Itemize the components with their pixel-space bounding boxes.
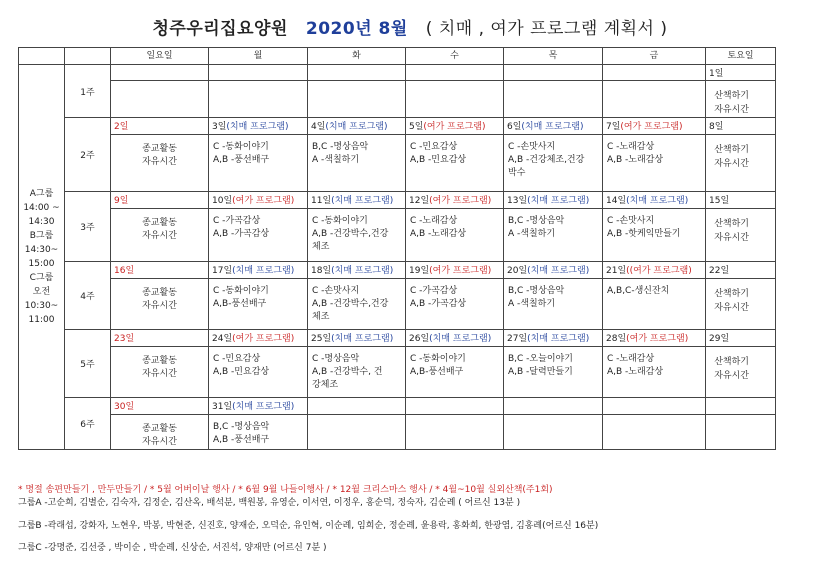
- date-number: 31일: [212, 402, 233, 412]
- activity-line: A,B -민요감상: [410, 155, 467, 165]
- group-c-list: 그룹C -강명준, 김선중 , 박이순 , 박순례, 신상순, 서진석, 양재만 (어르신 7분 ): [18, 543, 327, 553]
- date-label: [406, 192, 503, 207]
- activity-cell: [603, 415, 706, 450]
- activity-line: 자유시간: [714, 371, 749, 381]
- week-date-row: [19, 118, 776, 135]
- activity-cell: [308, 81, 406, 118]
- date-number: 26일: [409, 334, 430, 344]
- activity-line: A,B -건강박수,건강: [312, 229, 389, 239]
- activity-cell: [111, 279, 209, 330]
- date-cell: [406, 65, 504, 81]
- date-number: 13일: [507, 196, 528, 206]
- date-label: [406, 65, 503, 67]
- date-label: 2일: [114, 122, 129, 132]
- activity-line: 체조: [312, 242, 330, 252]
- activity-line: C -노래감상: [607, 354, 655, 364]
- activity-cell: [308, 135, 406, 192]
- date-label: [406, 330, 503, 345]
- activity-line: C -손맛사지: [312, 286, 360, 296]
- date-label: 16일: [114, 266, 135, 276]
- date-number: 24일: [212, 334, 233, 344]
- date-number: 5일: [409, 122, 424, 132]
- activity-cell: [308, 347, 406, 398]
- date-number: 4일: [311, 122, 326, 132]
- activity-cell: [603, 135, 706, 192]
- activity-cell: [603, 209, 706, 262]
- activity-line: B,C -명상음악: [508, 216, 565, 226]
- date-cell: [308, 118, 406, 135]
- week-date-row: [19, 192, 776, 209]
- activity-line: A -색칠하기: [508, 229, 556, 239]
- date-label: [209, 398, 307, 413]
- activity-line: 산책하기: [714, 219, 749, 229]
- activity-cell: [308, 209, 406, 262]
- program-type: (여가 프로그램): [429, 196, 492, 206]
- group-time-line: A그룹: [29, 189, 54, 199]
- activity-cell: [209, 347, 308, 398]
- date-label: [406, 262, 503, 277]
- activity-line: A,B -핫케익만들기: [607, 229, 681, 239]
- date-cell: [504, 192, 603, 209]
- date-cell: [308, 330, 406, 347]
- date-number: 25일: [311, 334, 332, 344]
- activity-cell: [111, 347, 209, 398]
- date-label: 8일: [709, 122, 724, 132]
- program-type: (치매 프로그램): [626, 196, 689, 206]
- activity-line: A,B -민요감상: [213, 367, 270, 377]
- date-cell: [706, 330, 776, 347]
- date-cell: [406, 118, 504, 135]
- activity-cell: [706, 279, 776, 330]
- activity-cell: [603, 347, 706, 398]
- date-label: [209, 330, 307, 345]
- date-cell: [603, 65, 706, 81]
- date-cell: [308, 398, 406, 415]
- date-cell: [308, 192, 406, 209]
- date-label: [504, 65, 602, 67]
- activity-line: B,C -명상음악: [312, 142, 369, 152]
- activity-cell: [406, 415, 504, 450]
- activity-cell: [504, 135, 603, 192]
- date-label: 30일: [114, 402, 135, 412]
- date-cell: [504, 330, 603, 347]
- program-type: (치매 프로그램): [232, 266, 295, 276]
- activity-line: C -동화이야기: [213, 142, 269, 152]
- date-label: [603, 262, 705, 277]
- schedule-table: [18, 47, 776, 450]
- day-header: 토요일: [706, 48, 776, 65]
- day-header: 수: [406, 48, 504, 65]
- date-label: [308, 192, 405, 207]
- group-time-line: 14:30~: [24, 245, 59, 255]
- date-label: [603, 192, 705, 207]
- date-cell: [209, 192, 308, 209]
- events-note: * 명절 송편만들기 , 만두만들기 / * 5월 어버이날 행사 / * 6월 9월 나들이행사 / * 12월 크리스마스 행사 / * 4월~10월 실외산책(주1회): [18, 485, 553, 495]
- program-type: (여가 프로그램): [232, 196, 295, 206]
- activity-cell: [706, 209, 776, 262]
- activity-line: C -가곡감상: [410, 286, 458, 296]
- week-activity-row: [19, 81, 776, 118]
- date-cell: [406, 262, 504, 279]
- activity-line: C -노래감상: [607, 142, 655, 152]
- date-cell: [209, 118, 308, 135]
- date-label: [603, 330, 705, 345]
- activity-line: A,B -노래감상: [410, 229, 467, 239]
- activity-cell: [308, 415, 406, 450]
- group-time-line: 14:00 ~: [23, 203, 60, 213]
- date-cell: [209, 262, 308, 279]
- group-time-line: 15:00: [28, 259, 55, 269]
- activity-cell: [504, 347, 603, 398]
- activity-line: C -민요감상: [213, 354, 261, 364]
- week-label: 4주: [65, 262, 111, 330]
- date-label: [308, 330, 405, 345]
- program-type: (여가 프로그램): [620, 122, 683, 132]
- activity-cell: [706, 347, 776, 398]
- activity-line: 강체조: [312, 380, 339, 390]
- program-type: (치매 프로그램): [331, 196, 394, 206]
- corner-cell: [65, 48, 111, 65]
- date-number: 3일: [212, 122, 227, 132]
- activity-cell: [209, 279, 308, 330]
- notes-section: [18, 484, 808, 555]
- week-activity-row: [19, 279, 776, 330]
- day-header: 화: [308, 48, 406, 65]
- plan-month: 2020년 8월: [305, 19, 408, 39]
- activity-line: A,B -건강박수,건강: [312, 299, 389, 309]
- activity-line: A,B -노래감상: [607, 155, 664, 165]
- date-number: 21일: [606, 266, 627, 276]
- date-label: [603, 398, 705, 400]
- program-type: (치매 프로그램): [232, 402, 295, 412]
- activity-line: 산책하기: [714, 91, 749, 101]
- activity-cell: [504, 415, 603, 450]
- page-title: [0, 14, 820, 39]
- activity-cell: [111, 209, 209, 262]
- date-label: 1일: [709, 69, 724, 79]
- date-cell: [603, 330, 706, 347]
- date-cell: [706, 192, 776, 209]
- activity-line: C -동화이야기: [312, 216, 368, 226]
- group-time-line: 오전: [32, 287, 51, 297]
- program-type: (여가 프로그램): [429, 266, 492, 276]
- date-label: [504, 330, 602, 345]
- day-header: 금: [603, 48, 706, 65]
- program-type: (여가 프로그램): [232, 334, 295, 344]
- activity-cell: [406, 279, 504, 330]
- activity-cell: [603, 81, 706, 118]
- activity-cell: [308, 279, 406, 330]
- date-label: [603, 65, 705, 67]
- date-label: [504, 118, 602, 133]
- activity-line: 자유시간: [142, 231, 177, 241]
- activity-line: 종교활동: [142, 356, 177, 366]
- week-activity-row: [19, 415, 776, 450]
- activity-cell: [706, 135, 776, 192]
- date-label: [308, 65, 405, 67]
- program-type: (치매 프로그램): [527, 334, 590, 344]
- date-cell: [706, 118, 776, 135]
- date-cell: [603, 192, 706, 209]
- date-cell: [603, 262, 706, 279]
- date-cell: [111, 65, 209, 81]
- activity-line: A,B -풍선배구: [213, 155, 270, 165]
- date-label: [209, 262, 307, 277]
- activity-line: 자유시간: [142, 369, 177, 379]
- date-cell: [406, 330, 504, 347]
- corner-cell: [19, 48, 65, 65]
- activity-cell: [706, 81, 776, 118]
- date-cell: [504, 65, 603, 81]
- week-label: 5주: [65, 330, 111, 398]
- activity-line: 종교활동: [142, 288, 177, 298]
- date-number: 7일: [606, 122, 621, 132]
- date-label: 23일: [114, 334, 135, 344]
- week-date-row: [19, 65, 776, 81]
- date-number: 11일: [311, 196, 332, 206]
- date-number: 20일: [507, 266, 528, 276]
- date-cell: [111, 398, 209, 415]
- week-date-row: [19, 398, 776, 415]
- date-label: 22일: [709, 266, 730, 276]
- date-label: [504, 192, 602, 207]
- date-cell: [111, 192, 209, 209]
- program-type: (치매 프로그램): [527, 196, 590, 206]
- week-date-row: [19, 330, 776, 347]
- activity-line: 자유시간: [714, 159, 749, 169]
- date-number: 28일: [606, 334, 627, 344]
- program-type: (치매 프로그램): [331, 334, 394, 344]
- activity-cell: [406, 209, 504, 262]
- activity-cell: [406, 347, 504, 398]
- program-type: ((여가 프로그램): [626, 266, 692, 276]
- date-number: 10일: [212, 196, 233, 206]
- activity-line: C -동화이야기: [213, 286, 269, 296]
- date-label: [504, 398, 602, 400]
- date-label: [308, 262, 405, 277]
- date-cell: [603, 118, 706, 135]
- date-cell: [209, 398, 308, 415]
- activity-cell: [111, 135, 209, 192]
- activity-line: 자유시간: [142, 157, 177, 167]
- activity-line: 박수: [508, 168, 526, 178]
- header-row: [19, 48, 776, 65]
- week-activity-row: [19, 209, 776, 262]
- date-cell: [111, 118, 209, 135]
- plan-subtitle: ( 치매 , 여가 프로그램 계획서 ): [425, 19, 668, 39]
- week-label: 3주: [65, 192, 111, 262]
- group-time-line: 10:30~: [24, 301, 59, 311]
- date-cell: [209, 330, 308, 347]
- date-cell: [308, 262, 406, 279]
- activity-line: C -명상음악: [312, 354, 360, 364]
- date-label: [308, 398, 405, 400]
- activity-cell: [209, 81, 308, 118]
- group-a-list: 그룹A -고순희, 김별순, 김숙자, 김정순, 김산옥, 배석분, 백원봉, 유영순, 이서연, 이정우, 홍순덕, 정숙자, 김순례 ( 어르신 13분 ): [18, 498, 521, 508]
- activity-line: A,B -건강체조,건강: [508, 155, 585, 165]
- activity-line: 산책하기: [714, 145, 749, 155]
- week-label: 6주: [65, 398, 111, 450]
- day-header: 목: [504, 48, 603, 65]
- date-cell: [504, 118, 603, 135]
- date-cell: [111, 330, 209, 347]
- activity-line: 자유시간: [142, 301, 177, 311]
- day-header: 일요일: [111, 48, 209, 65]
- date-number: 18일: [311, 266, 332, 276]
- activity-line: A,B-풍선배구: [213, 299, 267, 309]
- date-label: [209, 118, 307, 133]
- activity-cell: [706, 415, 776, 450]
- program-type: (치매 프로그램): [429, 334, 492, 344]
- activity-cell: [603, 279, 706, 330]
- activity-line: A,B,C-생신잔치: [607, 286, 670, 296]
- activity-cell: [406, 81, 504, 118]
- activity-line: 자유시간: [714, 303, 749, 313]
- week-date-row: [19, 262, 776, 279]
- date-label: 9일: [114, 196, 129, 206]
- activity-line: A,B -달력만들기: [508, 367, 573, 377]
- activity-line: 산책하기: [714, 357, 749, 367]
- date-number: 12일: [409, 196, 430, 206]
- date-label: [504, 262, 602, 277]
- activity-line: 종교활동: [142, 144, 177, 154]
- group-time-line: 14:30: [28, 217, 55, 227]
- activity-cell: [504, 81, 603, 118]
- activity-line: 자유시간: [714, 105, 749, 115]
- activity-line: C -가곡감상: [213, 216, 261, 226]
- date-label: [406, 118, 503, 133]
- activity-line: 자유시간: [142, 437, 177, 447]
- org-name: 청주우리집요양원: [152, 19, 288, 39]
- activity-line: A,B -가곡감상: [213, 229, 270, 239]
- week-label: 1주: [65, 65, 111, 118]
- activity-line: B,C -명상음악: [213, 422, 270, 432]
- activity-line: A,B -건강박수, 건: [312, 367, 383, 377]
- activity-line: 종교활동: [142, 424, 177, 434]
- activity-line: A,B -풍선배구: [213, 435, 270, 445]
- activity-line: 종교활동: [142, 218, 177, 228]
- group-time-line: C그룹: [29, 273, 54, 283]
- date-cell: [504, 398, 603, 415]
- group-times-cell: [19, 65, 65, 450]
- activity-cell: [209, 209, 308, 262]
- date-cell: [406, 398, 504, 415]
- week-activity-row: [19, 135, 776, 192]
- program-type: (치매 프로그램): [325, 122, 388, 132]
- group-time-line: B그룹: [29, 231, 54, 241]
- date-label: [603, 118, 705, 133]
- activity-cell: [406, 135, 504, 192]
- date-number: 17일: [212, 266, 233, 276]
- program-type: (치매 프로그램): [331, 266, 394, 276]
- date-label: [209, 65, 307, 67]
- date-label: [209, 192, 307, 207]
- activity-line: C -노래감상: [410, 216, 458, 226]
- date-number: 14일: [606, 196, 627, 206]
- day-header: 월: [209, 48, 308, 65]
- activity-cell: [209, 415, 308, 450]
- date-cell: [209, 65, 308, 81]
- activity-line: A -색칠하기: [312, 155, 360, 165]
- activity-cell: [209, 135, 308, 192]
- activity-line: C -동화이야기: [410, 354, 466, 364]
- week-activity-row: [19, 347, 776, 398]
- activity-line: A,B -노래감상: [607, 367, 664, 377]
- date-label: 15일: [709, 196, 730, 206]
- activity-line: 체조: [312, 312, 330, 322]
- activity-line: B,C -명상음악: [508, 286, 565, 296]
- program-type: (여가 프로그램): [626, 334, 689, 344]
- program-type: (여가 프로그램): [423, 122, 486, 132]
- date-cell: [706, 398, 776, 415]
- activity-cell: [504, 209, 603, 262]
- date-cell: [406, 192, 504, 209]
- date-cell: [308, 65, 406, 81]
- date-cell: [603, 398, 706, 415]
- date-number: 6일: [507, 122, 522, 132]
- date-number: 27일: [507, 334, 528, 344]
- group-b-list: 그룹B -곽래섭, 강화자, 노현우, 박봉, 박현준, 신진호, 양재순, 오덕순, 유인혁, 이순례, 임희순, 정순례, 윤용락, 홍화희, 한광염, 김홍례(어르신 16분): [18, 521, 599, 531]
- program-type: (치매 프로그램): [521, 122, 584, 132]
- activity-line: A,B-풍선배구: [410, 367, 464, 377]
- activity-cell: [111, 415, 209, 450]
- activity-cell: [111, 81, 209, 118]
- group-time-line: 11:00: [28, 315, 55, 325]
- activity-line: 자유시간: [714, 233, 749, 243]
- date-label: 29일: [709, 334, 730, 344]
- activity-cell: [504, 279, 603, 330]
- date-label: [111, 65, 208, 67]
- date-cell: [504, 262, 603, 279]
- date-cell: [111, 262, 209, 279]
- activity-line: A,B -가곡감상: [410, 299, 467, 309]
- date-label: [706, 398, 775, 400]
- activity-line: 산책하기: [714, 289, 749, 299]
- date-label: [406, 398, 503, 400]
- program-type: (치매 프로그램): [226, 122, 289, 132]
- date-label: [308, 118, 405, 133]
- date-cell: [706, 65, 776, 81]
- week-label: 2주: [65, 118, 111, 192]
- activity-line: C -손맛사지: [508, 142, 556, 152]
- activity-line: C -손맛사지: [607, 216, 655, 226]
- activity-line: C -민요감상: [410, 142, 458, 152]
- program-type: (치매 프로그램): [527, 266, 590, 276]
- activity-line: A -색칠하기: [508, 299, 556, 309]
- date-number: 19일: [409, 266, 430, 276]
- date-cell: [706, 262, 776, 279]
- activity-line: B,C -오늘이야기: [508, 354, 573, 364]
